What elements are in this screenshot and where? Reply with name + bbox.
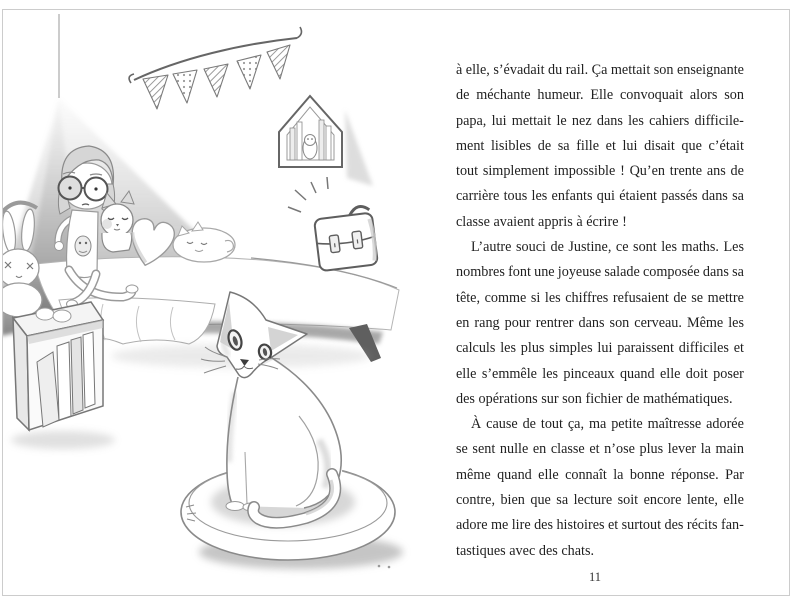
page-number: 11 [588,570,602,584]
bunting-flags [129,27,301,109]
text-line: À cause de tout ça, ma petite maîtresse adorée [471,416,744,433]
text-line: adore me lire des histoires et surtout des récits fan- [456,517,744,534]
sleeping-cat-pillow [173,222,235,262]
text-line: à elle, s’évadait du rail. Ça mettait son enseignante [456,62,744,78]
text-line: même quand elle connaît la bonne réponse. Par [456,466,744,483]
bookcase [11,302,115,449]
page-text [456,58,744,564]
sketch-dot [388,566,391,569]
text-line: L’autre souci de Justine, ce sont les maths. Les [471,239,744,256]
text-line: calculs les plus simples lui paraissent difficiles et [456,340,744,357]
school-bag [288,177,378,271]
text-line: contre, bien que sa lecture soit encore lente, elle [456,492,744,509]
text-line: nombres font une joyeuse salade composée dans sa [456,264,744,281]
text-line: des opérations sur son fichier de mathématiques. [456,390,733,407]
text-line: de méchante humeur. Elle convoquait alors son [456,87,744,104]
text-line: en rang pour rentrer dans son cerveau. Même les [456,314,744,331]
text-line: papa, lui mettait le nez dans les cahiers difficile- [456,112,744,129]
book-spread-frame [2,9,790,596]
bedroom-illustration-icon [2,10,446,595]
text-line: classe avaient appris à écrire ! [456,213,627,230]
sketch-dot [378,565,381,568]
text-line: tastiques avec des chats. [456,542,595,559]
text-line: tête, comme si les chiffres refusaient de se mettre [456,289,744,306]
text-line: ment lisibles de sa fille et lui disait que c’était [456,137,744,154]
text-line: carrière tous les enfants qui étaient passés dans sa [456,188,744,205]
left-page [3,10,448,595]
text-line: se sent nulle en classe et n’ose plus lever la main [456,441,744,458]
house-shelf [279,96,342,167]
text-line: tout simplement impossible ! Qu’en trente ans de [456,163,744,180]
text-line: elle s’emmêle les pinceaux quand elle doit poser [456,365,744,382]
